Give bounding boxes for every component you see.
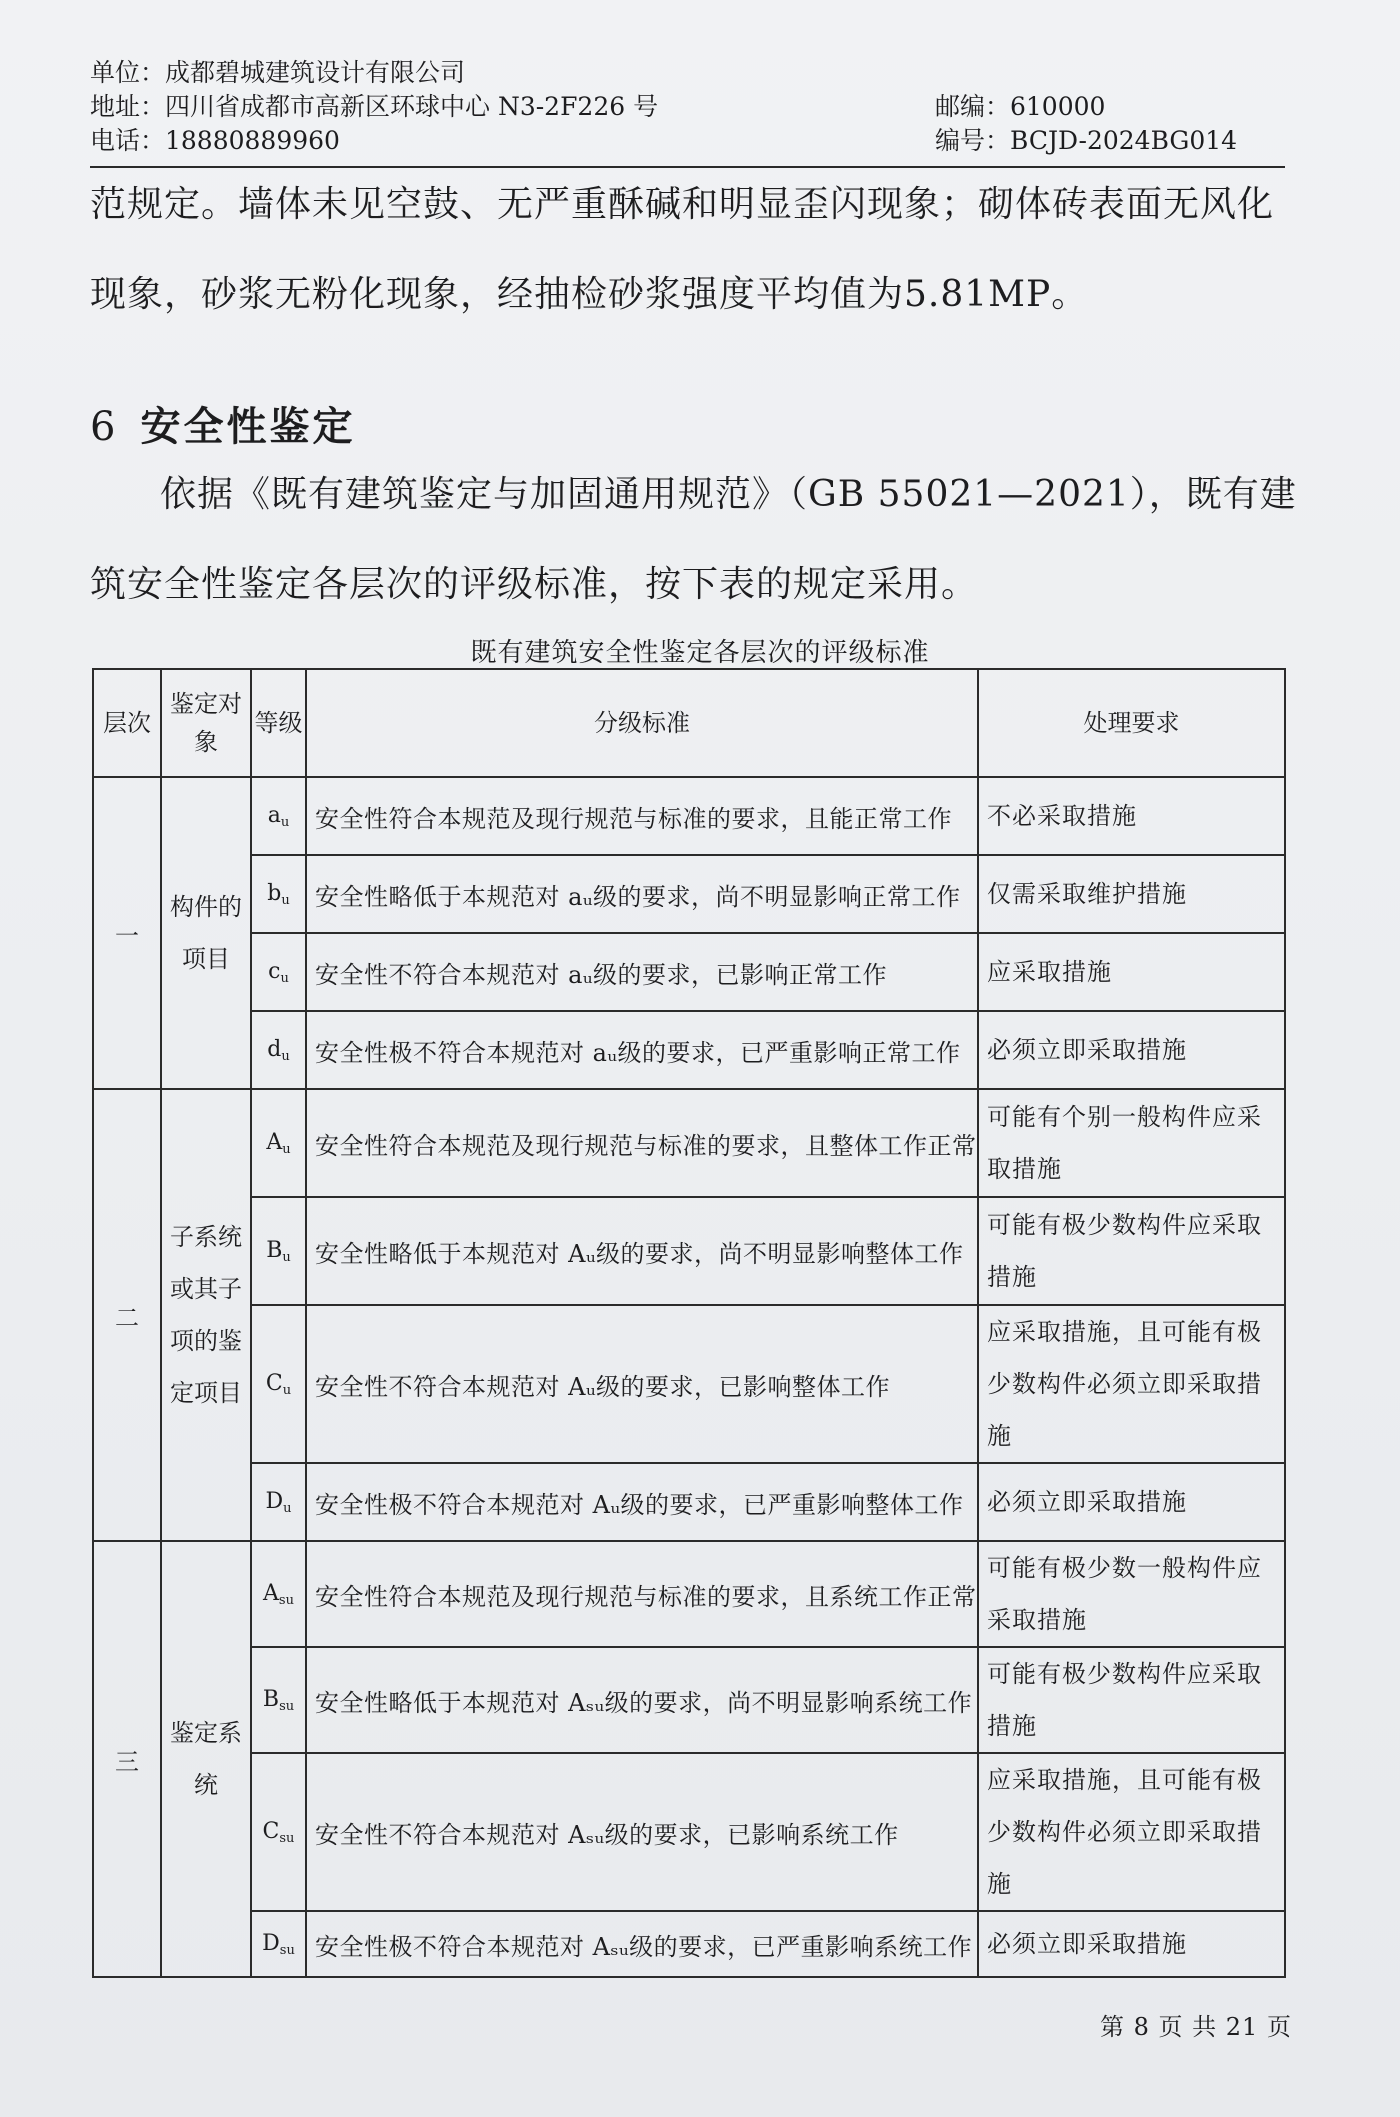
action-cell: 可能有个别一般构件应采取措施 [978, 1089, 1285, 1197]
table-row [93, 1089, 1285, 1197]
grade-cell: $D_{su}$ [251, 1911, 306, 1977]
section-number: 6 [90, 404, 119, 450]
grade-cell: $B_{su}$ [251, 1647, 306, 1753]
section-para-line-2: 筑安全性鉴定各层次的评级标准，按下表的规定采用。 [90, 564, 979, 605]
grade-cell: $b_u$ [251, 855, 306, 933]
object-cell: 子系统或其子项的鉴定项目 [161, 1089, 251, 1541]
table-row [93, 1011, 1285, 1089]
section-title: 安全性鉴定 [140, 404, 356, 450]
company-phone: 电话：18880889960 [90, 126, 340, 155]
header-action: 处理要求 [978, 669, 1285, 777]
criteria-cell: 安全性略低于本规范对 aᵤ级的要求，尚不明显影响正常工作 [306, 855, 978, 933]
section-para-line-1: 依据《既有建筑鉴定与加固通用规范》（GB 55021—2021），既有建 [160, 474, 1297, 515]
level-cell: 三 [93, 1541, 161, 1977]
level-cell: 二 [93, 1089, 161, 1541]
criteria-cell: 安全性略低于本规范对 Aᵤ级的要求，尚不明显影响整体工作 [306, 1197, 978, 1305]
action-cell: 可能有极少数构件应采取措施 [978, 1197, 1285, 1305]
table-caption: 既有建筑安全性鉴定各层次的评级标准 [470, 638, 930, 668]
grade-cell: $c_u$ [251, 933, 306, 1011]
company-unit: 单位：成都碧城建筑设计有限公司 [90, 58, 466, 87]
action-cell: 应采取措施，且可能有极少数构件必须立即采取措施 [978, 1305, 1285, 1463]
object-cell: 构件的项目 [161, 777, 251, 1089]
action-cell: 应采取措施，且可能有极少数构件必须立即采取措施 [978, 1753, 1285, 1911]
table-row [93, 777, 1285, 855]
action-cell: 必须立即采取措施 [978, 1463, 1285, 1541]
letterhead [90, 56, 1285, 168]
criteria-cell: 安全性略低于本规范对 Aₛᵤ级的要求，尚不明显影响系统工作 [306, 1647, 978, 1753]
intro-line-2: 现象，砂浆无粉化现象，经抽检砂浆强度平均值为5.81MP。 [90, 274, 1089, 315]
criteria-cell: 安全性符合本规范及现行规范与标准的要求，且能正常工作 [306, 777, 978, 855]
level-cell: 一 [93, 777, 161, 1089]
action-cell: 必须立即采取措施 [978, 1011, 1285, 1089]
header-level: 层次 [93, 669, 161, 777]
table-row [93, 1197, 1285, 1305]
criteria-cell: 安全性不符合本规范对 Aᵤ级的要求，已影响整体工作 [306, 1305, 978, 1463]
company-address: 地址：四川省成都市高新区环球中心 N3-2F226 号 [90, 92, 659, 121]
criteria-cell: 安全性符合本规范及现行规范与标准的要求，且整体工作正常 [306, 1089, 978, 1197]
grade-cell: $a_u$ [251, 777, 306, 855]
grade-cell: $C_{su}$ [251, 1753, 306, 1911]
criteria-cell: 安全性极不符合本规范对 Aₛᵤ级的要求，已严重影响系统工作 [306, 1911, 978, 1977]
action-cell: 必须立即采取措施 [978, 1911, 1285, 1977]
postcode: 邮编：610000 [935, 92, 1106, 121]
criteria-cell: 安全性极不符合本规范对 aᵤ级的要求，已严重影响正常工作 [306, 1011, 978, 1089]
table-row [93, 933, 1285, 1011]
table-row [93, 1753, 1285, 1911]
grade-cell: $C_u$ [251, 1305, 306, 1463]
grade-cell: $B_u$ [251, 1197, 306, 1305]
header-object: 鉴定对象 [161, 669, 251, 777]
object-cell: 鉴定系统 [161, 1541, 251, 1977]
action-cell: 不必采取措施 [978, 777, 1285, 855]
grade-cell: $D_u$ [251, 1463, 306, 1541]
table-row [93, 855, 1285, 933]
table-row [93, 1911, 1285, 1977]
action-cell: 仅需采取维护措施 [978, 855, 1285, 933]
intro-line-1: 范规定。墙体未见空鼓、无严重酥碱和明显歪闪现象；砌体砖表面无风化 [90, 184, 1275, 225]
action-cell: 可能有极少数一般构件应采取措施 [978, 1541, 1285, 1647]
criteria-cell: 安全性符合本规范及现行规范与标准的要求，且系统工作正常 [306, 1541, 978, 1647]
header-grade: 等级 [251, 669, 306, 777]
criteria-cell: 安全性不符合本规范对 aᵤ级的要求，已影响正常工作 [306, 933, 978, 1011]
action-cell: 应采取措施 [978, 933, 1285, 1011]
header-criteria: 分级标准 [306, 669, 978, 777]
table-row [93, 1305, 1285, 1463]
criteria-cell: 安全性不符合本规范对 Aₛᵤ级的要求，已影响系统工作 [306, 1753, 978, 1911]
action-cell: 可能有极少数构件应采取措施 [978, 1647, 1285, 1753]
grading-table [92, 668, 1286, 1978]
table-header-row [93, 669, 1285, 777]
grade-cell: $A_{su}$ [251, 1541, 306, 1647]
report-number: 编号：BCJD-2024BG014 [935, 126, 1238, 155]
table-row [93, 1463, 1285, 1541]
section-heading [90, 395, 355, 452]
grade-cell: $d_u$ [251, 1011, 306, 1089]
grade-cell: $A_u$ [251, 1089, 306, 1197]
criteria-cell: 安全性极不符合本规范对 Aᵤ级的要求，已严重影响整体工作 [306, 1463, 978, 1541]
table-row [93, 1541, 1285, 1647]
table-row [93, 1647, 1285, 1753]
page-number: 第 8 页 共 21 页 [1100, 2013, 1292, 2041]
